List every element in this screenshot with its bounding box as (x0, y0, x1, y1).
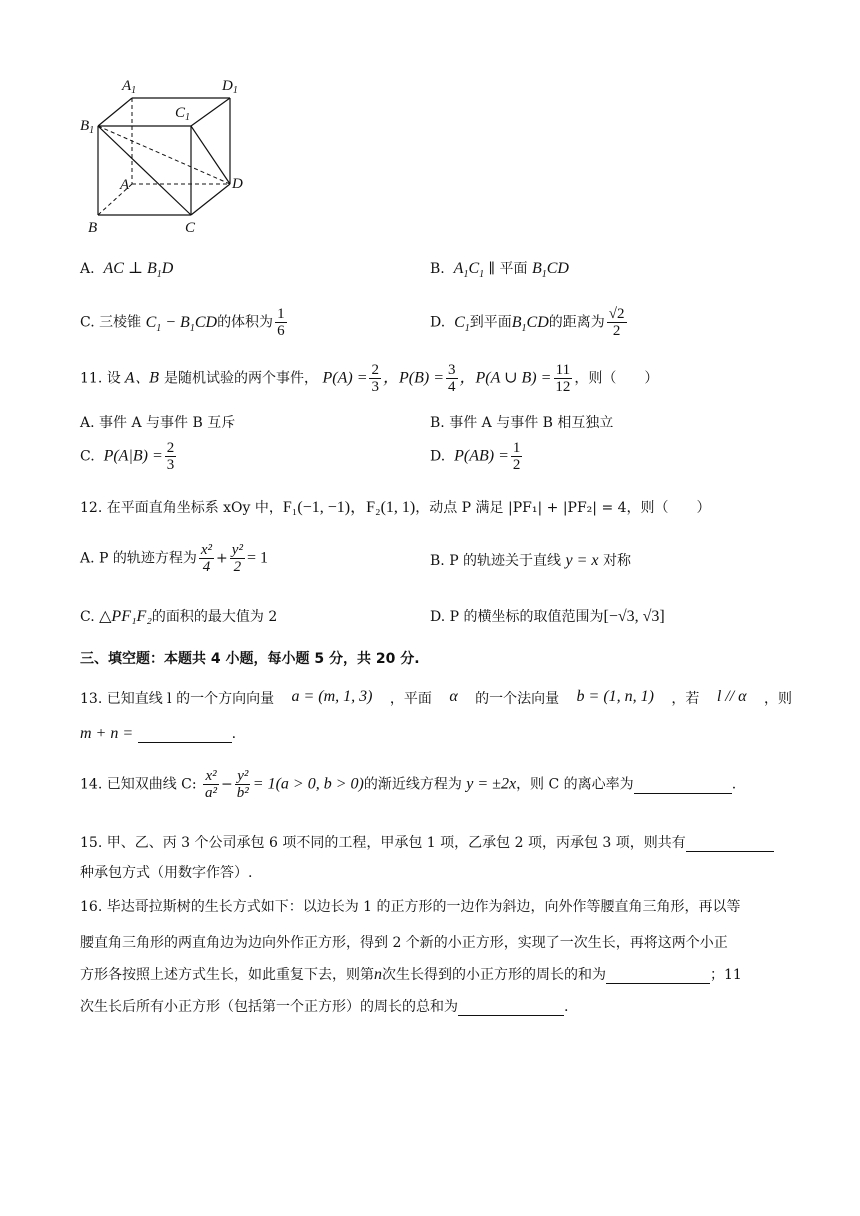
section-title: 三、填空题：本题共 4 小题，每小题 5 分，共 20 分. (80, 651, 420, 667)
label-C: C (185, 220, 196, 236)
q12-option-c: C. △PF₁F₂的面积的最大值为 2 (80, 608, 278, 625)
q12-option-d: D. P 的横坐标的取值范围为[−√3, √3] (430, 608, 665, 625)
q16-answer-blank-2[interactable] (458, 999, 564, 1016)
q10-option-c: C. 三棱锥 $C_1 - B_1CD$的体积为 $\frac{1}{6}$ (80, 306, 285, 339)
q11-option-a: A. 事件 A 与事件 B 互斥 (80, 415, 236, 431)
q12-option-b: B. P 的轨迹关于直线 y = x 对称 (430, 552, 631, 569)
q11-option-b: B. 事件 A 与事件 B 相互独立 (430, 415, 614, 431)
q13-answer-blank[interactable] (138, 726, 232, 743)
q14-answer-blank[interactable] (634, 777, 732, 794)
label-C1: $C_1$ (175, 105, 191, 123)
label-A1: $A_1$ (122, 78, 137, 96)
q16-line3: 方形各按照上述方式生长，如此重复下去，则第n次生长得到的小正方形的周长的和为 ；11 (80, 966, 742, 983)
q10-option-d: D. $C_1$到平面$B_1CD$的距离为 $\frac{√2}{2}$ (430, 306, 625, 339)
q11-option-c: C. P(A|B) = $\frac{2}{3}$ (80, 440, 175, 473)
q12-stem: 12. 在平面直角坐标系 xOy 中，F₁(−1, −1)，F₂(1, 1)，动点 P 满足 |PF₁| + |PF₂| = 4，则（ ） (80, 499, 711, 516)
q14: 14. 已知双曲线 C: $\frac{\text{x²}}{\text{a²}}$ − $\frac{\text{y²}}{\text{b²}}$ = 1(a > 0, b > 0)的渐近线方程为 y = ±2x，则 C 的离心率为 . (80, 768, 737, 801)
q12-option-a: A. P 的轨迹方程为 $\frac{\text{x²}}{4}$ + $\frac{\text{y²}}{2}$ = 1 (80, 542, 268, 575)
label-B1: $B_1$ (80, 118, 95, 136)
q13-line2: m + n = . (80, 725, 237, 742)
q16-answer-blank-1[interactable] (606, 967, 710, 984)
label-D: D (232, 176, 243, 192)
label-B: B (88, 220, 98, 236)
q11-option-d: D. P(AB) = $\frac{1}{2}$ (430, 440, 521, 473)
q16-line2: 腰直角三角形的两直角边为边向外作正方形，得到 2 个新的小正方形，实现了一次生长，再将这两个小正 (80, 935, 728, 951)
q10-option-b: B. $A_1C_1$ ∥ 平面 $B_1CD$ (430, 260, 569, 281)
q16-line4: 次生长后所有小正方形（包括第一个正方形）的周长的总和为 . (80, 999, 569, 1015)
label-D1: $D_1$ (222, 78, 238, 96)
q13-line1: 13. 已知直线 l 的一个方向向量 a = (m, 1, 3) ，平面 α 的一个法向量 b = (1, n, 1) ，若 l // α ，则 (80, 688, 792, 707)
label-A: A (120, 177, 130, 193)
cube-figure (78, 70, 248, 240)
q16-line1: 16. 毕达哥拉斯树的生长方式如下：以边长为 1 的正方形的一边作为斜边，向外作等腰直角三角形，再以等 (80, 899, 741, 915)
q10-option-a: A. AC ⊥ $B_1D$ (80, 260, 174, 281)
q15-line2: 种承包方式（用数字作答）. (80, 865, 253, 881)
q11-stem: 11. 设 A、B 是随机试验的两个事件， P(A) = $\frac{2}{3}$ ，P(B) = $\frac{3}{4}$ ，P(A ∪ B) = $\frac{11}{12}$ ，则（ ） (80, 362, 659, 395)
q15-line1: 15. 甲、乙、丙 3 个公司承包 6 项不同的工程，甲承包 1 项，乙承包 2 项，丙承包 3 项，则共有 (80, 832, 774, 852)
q15-answer-blank[interactable] (686, 835, 774, 852)
